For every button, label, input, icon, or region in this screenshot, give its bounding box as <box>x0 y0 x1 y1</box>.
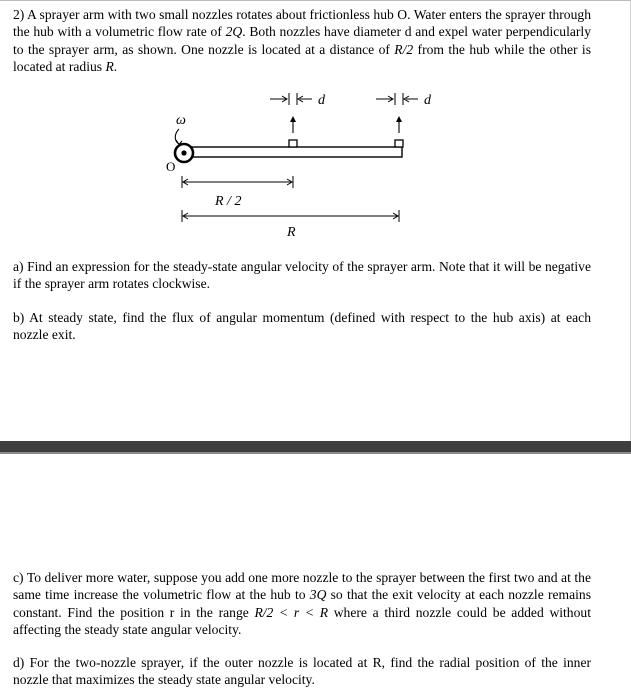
radius-label: R <box>287 225 296 240</box>
part-b <box>13 309 591 344</box>
inner-jet-arrowhead <box>290 116 296 122</box>
intro-text-3: from the hub while the other is located at radius <box>13 41 591 74</box>
part-c <box>13 569 591 638</box>
half-radius-term: R/2 <box>394 41 414 57</box>
part-a-text: a) Find an expression for the steady-state angular velocity of the sprayer arm. Note that it will be negative if the sprayer arm rotates clockwise. <box>13 259 591 292</box>
hub-center <box>181 150 186 155</box>
hub-label: O <box>166 159 176 174</box>
part-c-text-3: where a third nozzle could be added without affecting the steady state angular velocity. <box>13 604 591 637</box>
outer-d-label: d <box>424 93 431 108</box>
part-d-text: d) For the two-nozzle sprayer, if the outer nozzle is located at R, find the radial position of the inner nozzle that maximizes the steady state angular velocity. <box>13 655 591 688</box>
part-d <box>13 654 591 689</box>
page-divider-shadow <box>0 452 631 454</box>
omega-label: ω <box>176 113 186 128</box>
outer-jet-arrowhead <box>396 116 402 122</box>
flow-rate-2q: 2Q <box>225 24 243 40</box>
part-c-text-1: c) To deliver more water, suppose you add one more nozzle to the sprayer between the first two and at the same time increase the volumetric flow at the hub to <box>13 570 591 603</box>
outer-nozzle <box>395 140 403 147</box>
part-b-text: b) At steady state, find the flux of angular momentum (defined with respect to the hub axis) at each nozzle exit. <box>13 310 591 343</box>
inner-d-label: d <box>318 93 325 108</box>
radius-term: R <box>105 58 114 74</box>
part-c-text-2: so that the exit velocity at each nozzle remains constant. Find the position r in the range <box>13 587 591 620</box>
part-a <box>13 258 591 293</box>
part-c-flow: 3Q <box>309 587 327 603</box>
part-c-range: R/2 < r < R <box>254 604 329 620</box>
intro-text-end: . <box>113 58 118 74</box>
top-border <box>0 0 631 1</box>
half-radius-label: R / 2 <box>215 194 242 209</box>
sprayer-diagram <box>0 85 631 245</box>
intro-text-1: 2) A sprayer arm with two small nozzles rotates about frictionless hub O. Water enters the sprayer through the hub with a volumetric flow rate of <box>13 7 591 40</box>
intro-text-2: . Both nozzles have diameter d and expel water perpendicularly to the sprayer arm, as shown. One nozzle is located at a distance of <box>13 24 591 57</box>
sprayer-arm <box>184 147 402 157</box>
inner-nozzle <box>289 140 297 147</box>
problem-statement <box>13 6 591 75</box>
